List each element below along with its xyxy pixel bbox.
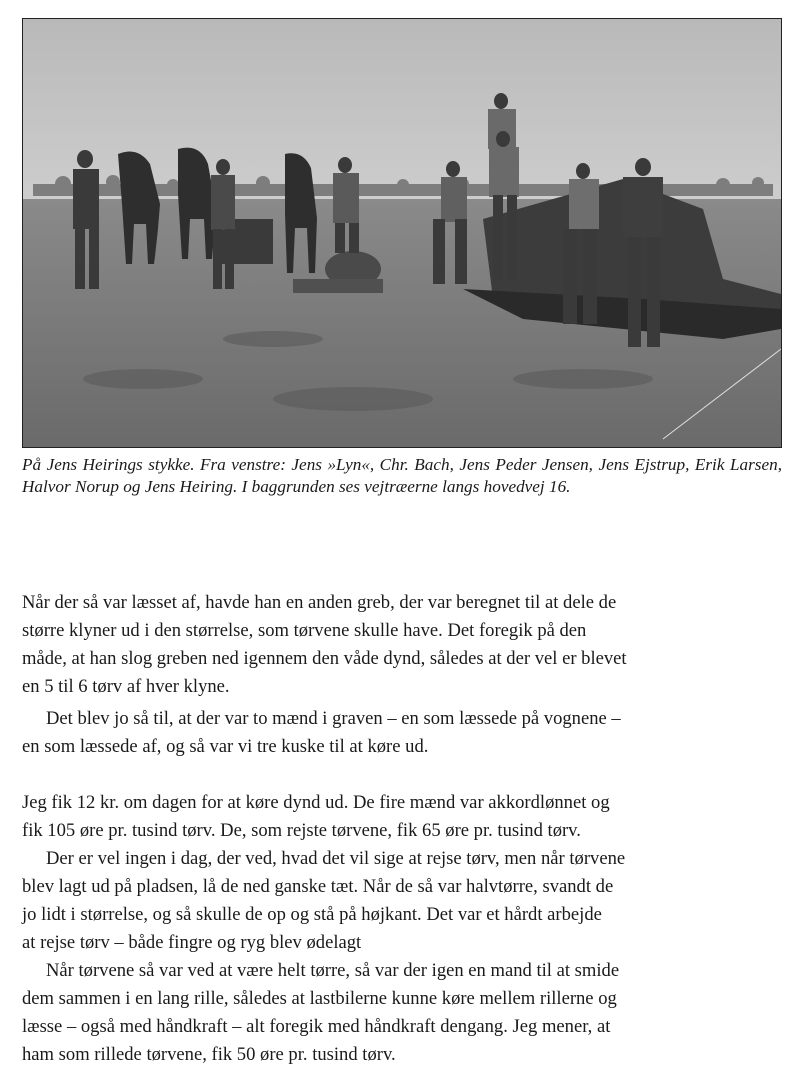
- text-line: jo lidt i størrelse, og så skulle de op og stå på højkant. Det var et hårdt arbejde: [22, 904, 602, 925]
- text-line: at rejse tørv – både fingre og ryg blev ødelagt: [22, 932, 362, 953]
- text-line: dem sammen i en lang rille, således at lastbilerne kunne køre mellem rillerne og: [22, 988, 617, 1009]
- text-line: måde, at han slog greben ned igennem den våde dynd, således at der vel er blevet: [22, 648, 627, 669]
- body-paragraph: [22, 705, 782, 761]
- photo-caption: På Jens Heirings stykke. Fra venstre: Jens »Lyn«, Chr. Bach, Jens Peder Jensen, Jens Ejstrup, Erik Larsen, Halvor Norup og Jens Heiring. I baggrunden ses vejtræerne langs hovedvej 16.: [22, 455, 782, 496]
- text-line: Det blev jo så til, at der var to mænd i graven – en som læssede på vognene –: [46, 708, 621, 729]
- text-line: større klyner ud i den størrelse, som tørvene skulle have. Det foregik på den: [22, 620, 587, 641]
- text-line: Når tørvene så var ved at være helt tørre, så var der igen en mand til at smide: [46, 960, 620, 981]
- text-line: Jeg fik 12 kr. om dagen for at køre dynd ud. De fire mænd var akkordlønnet og: [22, 792, 610, 813]
- historical-photo: [22, 18, 782, 448]
- text-line: ham som rillede tørvene, fik 50 øre pr. tusind tørv.: [22, 1044, 396, 1065]
- text-line: Når der så var læsset af, havde han en anden greb, der var beregnet til at dele de: [22, 592, 617, 613]
- text-line: blev lagt ud på pladsen, lå de ned ganske tæt. Når de så var halvtørre, svandt de: [22, 876, 614, 897]
- text-line: en som læssede af, og så var vi tre kuske til at køre ud.: [22, 736, 429, 757]
- text-line: fik 105 øre pr. tusind tørv. De, som rejste tørvene, fik 65 øre pr. tusind tørv.: [22, 820, 581, 841]
- text-line: læsse – også med håndkraft – alt foregik med håndkraft dengang. Jeg mener, at: [22, 1016, 611, 1037]
- body-paragraph: [22, 789, 782, 845]
- body-paragraph: [22, 845, 782, 957]
- body-paragraph: [22, 957, 782, 1069]
- body-paragraph: [22, 589, 782, 701]
- text-line: Der er vel ingen i dag, der ved, hvad det vil sige at rejse tørv, men når tørvene: [46, 848, 626, 869]
- text-line: en 5 til 6 tørv af hver klyne.: [22, 676, 230, 697]
